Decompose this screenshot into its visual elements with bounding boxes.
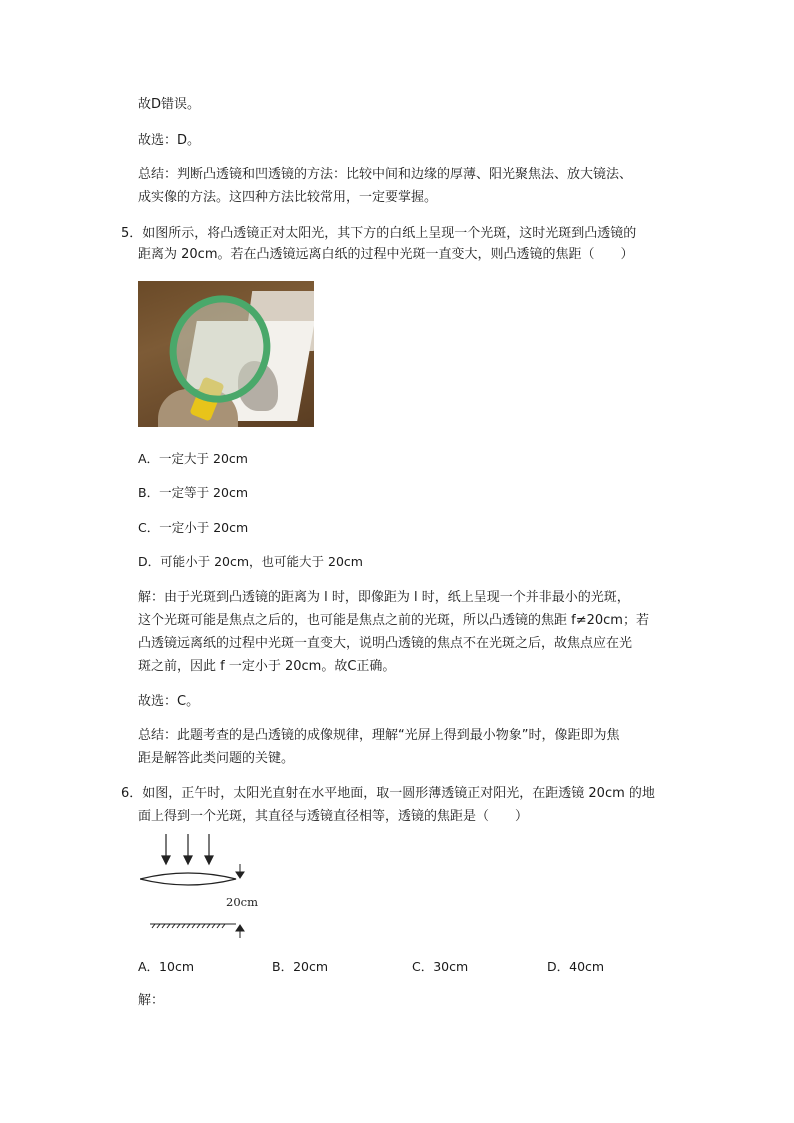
summary-line: 总结：判断凸透镜和凹透镜的方法：比较中间和边缘的厚薄、阳光聚焦法、放大镜法、 <box>138 167 633 182</box>
sun-rays <box>162 834 213 864</box>
solution-line: 凸透镜远离纸的过程中光斑一直变大，说明凸透镜的焦点不在光斑之后，故焦点应在光 <box>138 636 633 651</box>
solution-line: 斑之前，因此 f 一定小于 20cm。故C正确。 <box>138 659 396 674</box>
option-c: C．一定小于 20cm <box>138 520 249 535</box>
answer-line: 故选：C。 <box>138 694 200 709</box>
solution-line: 解： <box>138 993 165 1008</box>
ground-line <box>150 924 236 928</box>
lens-shape <box>140 873 236 885</box>
option-a: A．10cm <box>138 959 195 974</box>
distance-label: 20cm <box>226 895 258 909</box>
distance-arrow-bottom <box>236 925 244 938</box>
option-c: C．30cm <box>412 959 469 974</box>
option-d: D．可能小于 20cm，也可能大于 20cm <box>138 554 363 569</box>
option-a: A．一定大于 20cm <box>138 451 248 466</box>
summary-line: 成实像的方法。这四种方法比较常用，一定要掌握。 <box>138 190 438 205</box>
question-6-text: 6．如图，正午时，太阳光直射在水平地面，取一圆形薄透镜正对阳光，在距透镜 20cm 的地 <box>121 786 655 801</box>
solution-line: 解：由于光斑到凸透镜的距离为 l 时，即像距为 l 时，纸上呈现一个并非最小的光斑， <box>138 590 630 605</box>
summary-line: 距是解答此类问题的关键。 <box>138 751 295 766</box>
answer-line: 故选：D。 <box>138 133 201 148</box>
magnifier-photo <box>138 281 314 427</box>
option-b: B．一定等于 20cm <box>138 485 249 500</box>
option-d: D．40cm <box>547 959 605 974</box>
distance-arrow-top <box>236 864 244 878</box>
question-6-text: 面上得到一个光斑，其直径与透镜直径相等，透镜的焦距是（ ） <box>138 809 529 824</box>
summary-line: 总结：此题考查的是凸透镜的成像规律，理解“光屏上得到最小物象”时，像距即为焦 <box>138 728 620 743</box>
text-line: 故D错误。 <box>138 97 201 112</box>
lens-diagram <box>140 834 270 944</box>
question-5-text: 5．如图所示，将凸透镜正对太阳光，其下方的白纸上呈现一个光斑，这时光斑到凸透镜的 <box>121 226 637 241</box>
option-b: B．20cm <box>272 959 329 974</box>
solution-line: 这个光斑可能是焦点之后的，也可能是焦点之前的光斑，所以凸透镜的焦距 f≠20cm；若 <box>138 613 649 628</box>
question-5-text: 距离为 20cm。若在凸透镜远离白纸的过程中光斑一直变大，则凸透镜的焦距（ ） <box>138 247 634 262</box>
